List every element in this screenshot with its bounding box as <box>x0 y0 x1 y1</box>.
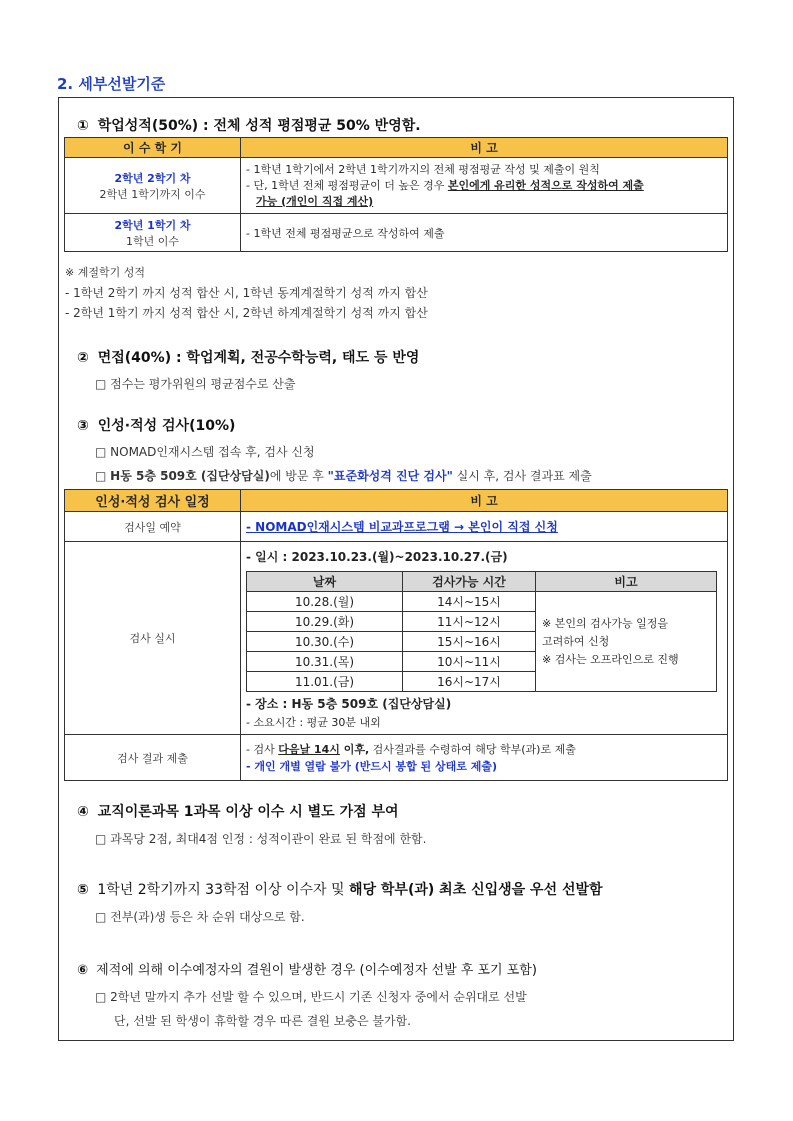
grades-row1-note <box>241 158 728 214</box>
section-6-heading <box>77 959 537 978</box>
slot-date: 11.01.(금) <box>247 672 403 692</box>
season-note-title: ※ 계절학기 성적 <box>65 266 145 279</box>
section-3-location: H동 5층 509호 (집단상담실) <box>110 469 270 483</box>
table-row <box>65 542 728 735</box>
section-4-number: ④ <box>77 804 89 820</box>
grades-row2-completed: 1학년 이수 <box>126 234 179 248</box>
section-1-heading <box>77 115 421 135</box>
section-6-title: 제적에 의해 이수예정자의 결원이 발생한 경우 (이수예정자 선발 후 포기 포함) <box>96 963 537 978</box>
reservation-link[interactable]: - NOMAD인재시스템 비교과프로그램 → 본인이 직접 신청 <box>246 520 558 534</box>
schedule-col-note: 비 고 <box>241 490 728 512</box>
section-5-line: □ 전부(과)생 등은 차 순위 대상으로 함. <box>95 910 305 924</box>
result-after: 이후, <box>339 742 370 756</box>
section-5-number: ⑤ <box>77 882 89 898</box>
grades-row1-term: 2학년 2학기 차 <box>114 171 191 185</box>
slot-col-note: 비고 <box>536 572 717 592</box>
result-next-day: 다음날 14시 <box>278 742 340 756</box>
section-3-line2 <box>95 467 592 484</box>
section-2-heading <box>77 347 419 367</box>
grades-row2-note: - 1학년 전체 평점평균으로 작성하여 제출 <box>241 214 728 252</box>
slot-note <box>536 592 717 692</box>
result-sealed-note: - 개인 개별 열람 불가 (반드시 봉합 된 상태로 제출) <box>246 759 497 773</box>
result-line1-end: 검사결과를 수령하여 해당 학부(과)로 제출 <box>369 742 576 756</box>
test-schedule-table <box>64 489 728 781</box>
table-row <box>65 214 728 252</box>
slot-note-line3: ※ 검사는 오프라인으로 진행 <box>542 652 679 666</box>
grades-col-note: 비 고 <box>241 138 728 158</box>
table-row <box>247 592 717 612</box>
table-row <box>65 512 728 542</box>
season-note-2: - 2학년 1학기 까지 성적 합산 시, 2학년 하계계절학기 성적 까지 합산 <box>65 306 428 320</box>
grades-row2-term: 2학년 1학기 차 <box>114 218 191 232</box>
section-3-line1: □ NOMAD인재시스템 접속 후, 검사 신청 <box>95 445 315 459</box>
section-6-number: ⑥ <box>77 963 89 978</box>
section-3-test-name: "표준화성격 진단 검사" <box>327 469 453 483</box>
test-duration: - 소요시간 : 평균 30분 내외 <box>246 716 381 729</box>
slot-date: 10.29.(화) <box>247 612 403 632</box>
slot-time: 14시~15시 <box>403 592 536 612</box>
grades-table <box>64 137 728 252</box>
grades-row1-line1: - 1학년 1학기에서 2학년 1학기까지의 전체 평점평균 작성 및 제출이 원칙 <box>246 162 600 176</box>
test-conduct-label: 검사 실시 <box>65 542 241 735</box>
grades-row1-label <box>65 158 241 214</box>
section-3-number: ③ <box>77 418 89 434</box>
section-1-number: ① <box>77 118 89 134</box>
season-note-1: - 1학년 2학기 까지 성적 합산 시, 1학년 동계계절학기 성적 까지 합산 <box>65 286 428 300</box>
test-period: - 일시 : 2023.10.23.(월)~2023.10.27.(금) <box>246 550 508 564</box>
slot-col-time: 검사가능 시간 <box>403 572 536 592</box>
section-3-line2-mid: 에 방문 후 <box>269 469 328 483</box>
result-submit-cell <box>241 735 728 781</box>
section-2-title: 면접(40%) : 학업계획, 전공수학능력, 태도 등 반영 <box>97 350 420 366</box>
section-3-line2-end: 실시 후, 검사 결과표 제출 <box>452 469 592 483</box>
section-2-number: ② <box>77 350 89 366</box>
section-title: 2. 세부선발기준 <box>57 75 166 93</box>
section-4-line: □ 과목당 2점, 최대4점 인정 : 성적이관이 완료 된 학점에 한함. <box>95 832 427 846</box>
slot-note-line2: 고려하여 신청 <box>542 634 610 648</box>
slot-note-line1: ※ 본인의 검사가능 일정을 <box>542 616 668 630</box>
time-slot-table <box>246 571 717 692</box>
slot-time: 11시~12시 <box>403 612 536 632</box>
section-5-title-b: 해당 학부(과) 최초 신입생을 우선 선발함 <box>348 882 603 898</box>
grades-row1-completed: 2학년 1학기까지 이수 <box>99 187 206 201</box>
section-4-title: 교직이론과목 1과목 이상 이수 시 별도 가점 부여 <box>97 804 399 820</box>
section-3-title: 인성·적성 검사(10%) <box>97 418 236 434</box>
slot-date: 10.31.(목) <box>247 652 403 672</box>
section-6-line1: □ 2학년 말까지 추가 선발 할 수 있으며, 반드시 기존 신청자 중에서 순위대로 선발 <box>95 990 527 1004</box>
grades-col-semester: 이 수 학 기 <box>65 138 241 158</box>
grades-row2-label <box>65 214 241 252</box>
test-place: - 장소 : H동 5층 509호 (집단상담실) <box>246 697 452 711</box>
grades-row1-emphasis: 본인에게 유리한 성적으로 작성하여 제출 <box>447 178 644 192</box>
reservation-cell <box>241 512 728 542</box>
grades-row1-line3: 가능 (개인이 직접 계산) <box>256 194 374 208</box>
result-line1-start: - 검사 <box>246 742 279 756</box>
section-3-heading <box>77 415 235 435</box>
section-3-line2-box: □ <box>95 469 111 483</box>
slot-time: 15시~16시 <box>403 632 536 652</box>
test-conduct-cell <box>241 542 728 735</box>
section-2-line: □ 점수는 평가위원의 평균점수로 산출 <box>95 377 296 391</box>
table-row <box>65 158 728 214</box>
reservation-label: 검사일 예약 <box>65 512 241 542</box>
slot-col-date: 날짜 <box>247 572 403 592</box>
section-5-heading <box>77 879 603 899</box>
section-6-line2: 단, 선발 된 학생이 휴학할 경우 따른 결원 보충은 불가함. <box>114 1014 411 1028</box>
schedule-col-title: 인성·적성 검사 일정 <box>65 490 241 512</box>
section-5-title-a: 1학년 2학기까지 33학점 이상 이수자 및 <box>97 882 349 898</box>
result-submit-label: 검사 결과 제출 <box>65 735 241 781</box>
section-1-title: 학업성적(50%) : 전체 성적 평점평균 50% 반영함. <box>97 118 421 134</box>
table-row <box>65 735 728 781</box>
slot-time: 16시~17시 <box>403 672 536 692</box>
section-4-heading <box>77 801 399 821</box>
grades-row1-line2: - 단, 1학년 전체 평점평균이 더 높은 경우 <box>246 178 448 192</box>
slot-time: 10시~11시 <box>403 652 536 672</box>
slot-date: 10.28.(월) <box>247 592 403 612</box>
slot-date: 10.30.(수) <box>247 632 403 652</box>
